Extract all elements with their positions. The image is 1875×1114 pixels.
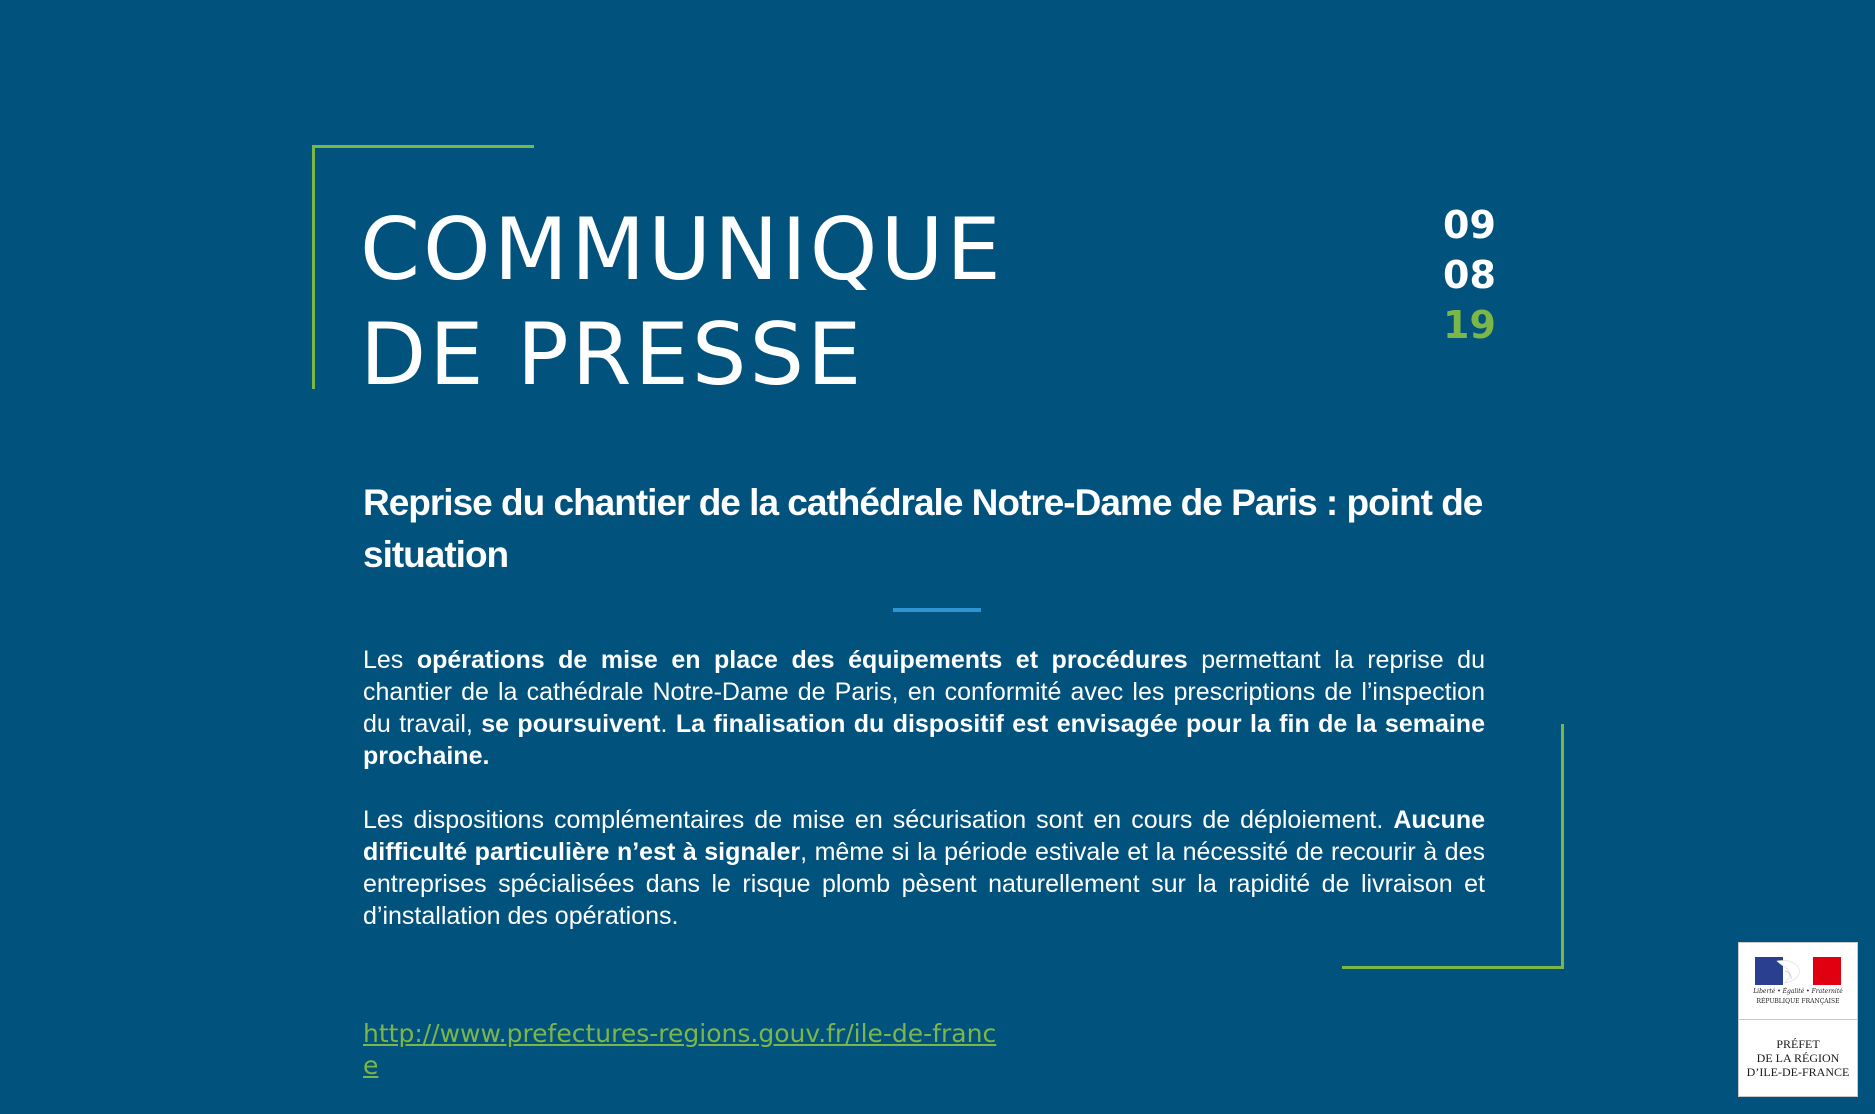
date-month: 08 bbox=[1443, 253, 1496, 297]
p1-text-1: Les bbox=[363, 646, 417, 674]
logo-prefet-line-2: DE LA RÉGION bbox=[1756, 1051, 1840, 1065]
body-paragraph-2 bbox=[363, 804, 1485, 932]
date-year: 19 bbox=[1443, 303, 1496, 347]
logo-prefet-line-1: PRÉFET bbox=[1776, 1037, 1820, 1051]
p2-text-2: , même si la période estivale et la nécessité de recourir à des entreprises spécialisées dans le risque plomb pèsent naturellement sur la rapidité de livraison et d’installation des opérations. bbox=[363, 838, 1485, 930]
body-paragraph-1 bbox=[363, 644, 1485, 772]
separator-line bbox=[893, 608, 981, 612]
p1-text-2: permettant la reprise du chantier de la cathédrale Notre-Dame de Paris, en conformité avec les prescriptions de l’inspection du travail, bbox=[363, 646, 1485, 738]
prefecture-website-link[interactable]: http://www.prefectures-regions.gouv.fr/ile-de-france bbox=[363, 1019, 997, 1080]
p2-bold-1: Aucune difficulté particulière n’est à signaler bbox=[363, 806, 1485, 866]
p1-bold-3: La finalisation du dispositif est envisagée pour la fin de la semaine prochaine. bbox=[363, 710, 1485, 770]
p1-bold-1: opérations de mise en place des équipements et procédures bbox=[416, 646, 1188, 674]
p1-text-3: . bbox=[660, 710, 676, 738]
logo-motto: Liberté • Égalité • Fraternité bbox=[1753, 988, 1843, 995]
headline: Reprise du chantier de la cathédrale Notre-Dame de Paris : point de situation bbox=[363, 482, 1483, 575]
body-text bbox=[363, 644, 1485, 964]
publication-date bbox=[1443, 200, 1496, 350]
date-day: 09 bbox=[1443, 203, 1496, 247]
logo-republic-text: RÉPUBLIQUE FRANÇAISE bbox=[1756, 998, 1840, 1005]
page-title bbox=[360, 198, 1004, 408]
title-line-2: DE PRESSE bbox=[360, 305, 865, 405]
marianne-flag-icon bbox=[1755, 957, 1841, 985]
logo-prefet-line-3: D’ILE-DE-FRANCE bbox=[1746, 1065, 1850, 1079]
title-line-1: COMMUNIQUE bbox=[360, 200, 1004, 300]
logo-prefet-text bbox=[1739, 1037, 1857, 1079]
p1-bold-2: se poursuivent bbox=[481, 710, 661, 738]
p2-text-1: Les dispositions complémentaires de mise en sécurisation sont en cours de déploiement. bbox=[363, 806, 1394, 834]
logo-divider bbox=[1739, 1019, 1857, 1020]
prefet-logo bbox=[1738, 942, 1858, 1097]
